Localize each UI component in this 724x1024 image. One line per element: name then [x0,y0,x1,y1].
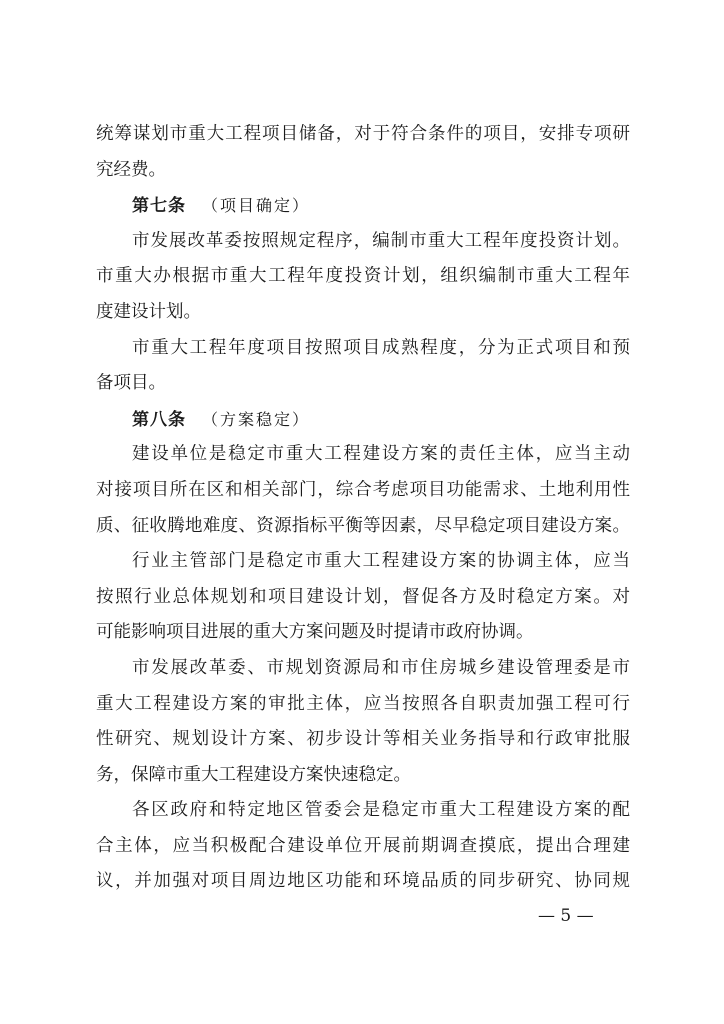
paragraph-line: 各区政府和特定地区管委会是稳定市重大工程建设方案的配 [132,800,630,821]
article-topic: （方案稳定） [202,409,311,429]
paragraph-line: 议，并加强对项目周边地区功能和环境品质的同步研究、协同规 [96,871,630,892]
paragraph-line: 对接项目所在区和相关部门，综合考虑项目功能需求、土地利用性 [96,479,630,500]
document-body [96,117,630,900]
paragraph-line: 市重大工程年度项目按照项目成熟程度，分为正式项目和预 [132,337,630,358]
paragraph-line: 度建设计划。 [96,301,201,322]
paragraph-line: 按照行业总体规划和项目建设计划，督促各方及时稳定方案。对 [96,586,630,607]
paragraph-line: 市发展改革委按照规定程序，编制市重大工程年度投资计划。 [132,230,630,251]
article-heading [96,188,630,224]
paragraph-line: 质、征收腾地难度、资源指标平衡等因素，尽早稳定项目建设方案。 [96,515,630,536]
paragraph-line: 市发展改革委、市规划资源局和市住房城乡建设管理委是市 [132,657,630,678]
article-number: 第七条 [132,196,186,217]
paragraph-line: 行业主管部门是稳定市重大工程建设方案的协调主体，应当 [132,551,630,572]
article-heading [96,402,630,438]
article-topic: （项目确定） [202,196,311,216]
paragraph-line: 建设单位是稳定市重大工程建设方案的责任主体，应当主动 [132,444,630,465]
paragraph-line: 性研究、规划设计方案、初步设计等相关业务指导和行政审批服 [96,729,630,750]
paragraph-line: 合主体，应当积极配合建设单位开展前期调查摸底，提出合理建 [96,835,630,856]
paragraph-line: 市重大办根据市重大工程年度投资计划，组织编制市重大工程年 [96,266,630,287]
paragraph-line: 统筹谋划市重大工程项目储备，对于符合条件的项目，安排专项研 [96,124,630,144]
paragraph-line: 务，保障市重大工程建设方案快速稳定。 [96,764,411,785]
paragraph-line: 备项目。 [96,373,166,394]
paragraph-line: 究经费。 [96,159,166,180]
article-number: 第八条 [132,409,186,430]
page-number: — 5 — [538,906,594,926]
paragraph-line: 可能影响项目进展的重大方案问题及时提请市政府协调。 [96,622,534,643]
paragraph-line: 重大工程建设方案的审批主体，应当按照各自职责加强工程可行 [96,693,630,714]
